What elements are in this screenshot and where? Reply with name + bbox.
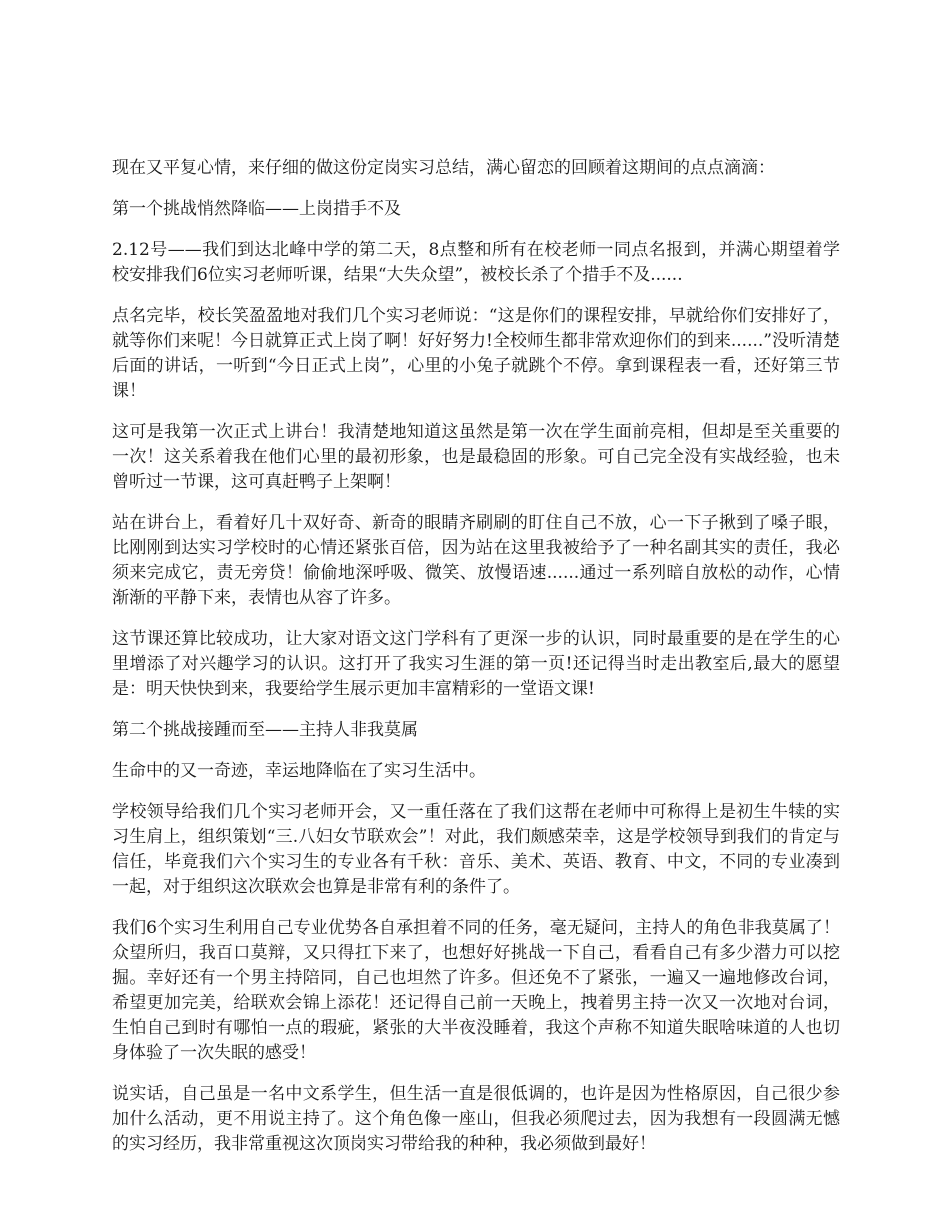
paragraph-first-lecture: 这可是我第一次正式上讲台！我清楚地知道这虽然是第一次在学生面前亮相，但却是至关重要的一次！这关系着我在他们心里的最初形象，也是最稳固的形象。可自己完全没有实战经验，也未曾听过一节课，这可真赶鸭子上架啊！ — [112, 422, 840, 492]
paragraph-party-task: 学校领导给我们几个实习老师开会，又一重任落在了我们这帮在老师中可称得上是初生牛犊的实习生肩上，组织策划“三.八妇女节联欢会”！对此，我们颇感荣幸，这是学校领导到我们的肯定与信任，毕竟我们六个实习生的专业各有千秋：音乐、美术、英语、教育、中文，不同的专业凑到一起，对于组织这次联欢会也算是非常有利的条件了。 — [112, 802, 840, 897]
paragraph-host-role: 我们6个实习生利用自己专业优势各自承担着不同的任务，毫无疑问，主持人的角色非我莫属了！众望所归，我百口莫辩，又只得扛下来了，也想好好挑战一下自己，看看自己有多少潜力可以挖掘。幸好还有一个男主持陪同，自己也坦然了许多。但还免不了紧张，一遍又一遍地修改台词，希望更加完美，给联欢会锦上添花！还记得自己前一天晚上，拽着男主持一次又一次地对台词，生怕自己到时有哪怕一点的瑕疵，紧张的大半夜没睡着，我这个声称不知道失眠啥味道的人也切身体验了一次失眠的感受！ — [112, 918, 840, 1063]
paragraph-miracle: 生命中的又一奇迹，幸运地降临在了实习生活中。 — [112, 761, 486, 781]
paragraph-principal-speech: 点名完毕，校长笑盈盈地对我们几个实习老师说：“这是你们的课程安排，早就给你们安排好了，就等你们来呢！今日就算正式上岗了啊！好好努力!全校师生都非常欢迎你们的到来......”没听清楚后面的讲话，一听到“今日正式上岗”，心里的小兔子就跳个不停。拿到课程表一看，还好第三节课！ — [112, 306, 840, 401]
paragraph-on-podium: 站在讲台上，看着好几十双好奇、新奇的眼睛齐刷刷的盯住自己不放，心一下子揪到了嗓子眼，比刚刚到达实习学校时的心情还紧张百倍，因为站在这里我被给予了一种名副其实的责任，我必须来完成它，责无旁贷！偷偷地深呼吸、微笑、放慢语速......通过一系列暗自放松的动作，心情渐渐的平静下来，表情也从容了许多。 — [112, 513, 840, 608]
paragraph-first-day: 2.12号——我们到达北峰中学的第二天，8点整和所有在校老师一同点名报到，并满心期望着学校安排我们6位实习老师听课，结果“大失众望”，被校长杀了个措手不及...... — [112, 240, 840, 285]
paragraph-reflection: 说实话，自己虽是一名中文系学生，但生活一直是很低调的，也许是因为性格原因，自己很少参加什么活动，更不用说主持了。这个角色像一座山，但我必须爬过去，因为我想有一段圆满无憾的实习经历，我非常重视这次顶岗实习带给我的种种，我必须做到最好！ — [112, 1084, 840, 1154]
section-heading-first-challenge: 第一个挑战悄然降临——上岗措手不及 — [112, 199, 401, 219]
section-heading-second-challenge: 第二个挑战接踵而至——主持人非我莫属 — [112, 720, 418, 740]
document-body — [112, 156, 840, 1173]
paragraph-intro: 现在又平复心情，来仔细的做这份定岗实习总结，满心留恋的回顾着这期间的点点滴滴： — [112, 158, 775, 178]
paragraph-lesson-success: 这节课还算比较成功，让大家对语文这门学科有了更深一步的认识，同时最重要的是在学生的心里增添了对兴趣学习的认识。这打开了我实习生涯的第一页!还记得当时走出教室后,最大的愿望是：明天快快到来，我要给学生展示更加丰富精彩的一堂语文课! — [112, 629, 840, 699]
